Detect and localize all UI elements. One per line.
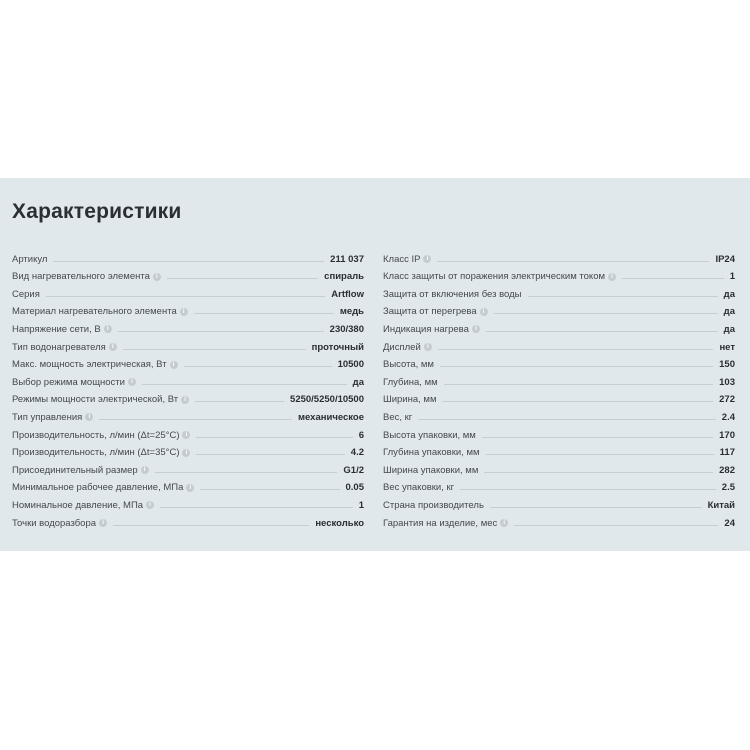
row-divider xyxy=(437,260,709,262)
spec-value: механическое xyxy=(297,411,364,423)
spec-label xyxy=(383,412,412,423)
spec-row xyxy=(12,282,364,300)
spec-label xyxy=(383,271,616,282)
row-divider xyxy=(196,453,344,455)
spec-label-text: Глубина упаковки, мм xyxy=(383,447,480,459)
specs-right-column xyxy=(383,247,735,529)
spec-value: 272 xyxy=(719,394,735,406)
spec-row xyxy=(12,370,364,388)
spec-row xyxy=(383,370,735,388)
spec-label xyxy=(12,447,190,458)
spec-label-text: Вид нагревательного элемента xyxy=(12,271,150,283)
spec-label-text: Макс. мощность электрическая, Вт xyxy=(12,359,167,371)
spec-label-text: Защита от перегрева xyxy=(383,306,477,318)
row-divider xyxy=(142,383,347,385)
spec-label xyxy=(12,412,93,423)
row-divider xyxy=(490,506,702,508)
spec-value: да xyxy=(723,323,735,335)
spec-value: 2.4 xyxy=(721,411,735,423)
spec-label xyxy=(383,465,478,476)
spec-label-text: Минимальное рабочее давление, МПа xyxy=(12,482,184,494)
spec-value: 103 xyxy=(719,376,735,388)
info-icon[interactable]: i xyxy=(109,343,117,351)
spec-value: нет xyxy=(719,341,735,353)
spec-value: да xyxy=(723,306,735,318)
row-divider xyxy=(486,330,718,332)
spec-row xyxy=(383,300,735,318)
info-icon[interactable]: i xyxy=(182,449,190,457)
info-icon[interactable]: i xyxy=(85,413,93,421)
spec-label-text: Вес упаковки, кг xyxy=(383,482,455,494)
spec-label xyxy=(383,447,480,458)
spec-label xyxy=(12,324,112,335)
spec-label-text: Класс защиты от поражения электрическим током xyxy=(383,271,606,283)
row-divider xyxy=(99,418,292,420)
spec-value: 5250/5250/10500 xyxy=(290,394,364,406)
spec-label-text: Производительность, л/мин (Δt=35°C) xyxy=(12,447,180,459)
spec-label xyxy=(383,342,432,353)
spec-row xyxy=(12,476,364,494)
info-icon[interactable]: i xyxy=(182,431,190,439)
spec-row xyxy=(383,265,735,283)
spec-label xyxy=(12,500,154,511)
row-divider xyxy=(438,348,714,350)
info-icon[interactable]: i xyxy=(170,361,178,369)
spec-label xyxy=(12,271,161,282)
spec-value: 1 xyxy=(358,499,364,511)
info-icon[interactable]: i xyxy=(153,273,161,281)
spec-label xyxy=(12,465,149,476)
spec-label-text: Тип водонагревателя xyxy=(12,341,106,353)
spec-row xyxy=(383,441,735,459)
spec-label xyxy=(383,289,522,300)
spec-row xyxy=(12,335,364,353)
info-icon[interactable]: i xyxy=(608,273,616,281)
spec-label xyxy=(12,254,47,265)
spec-label xyxy=(383,324,480,335)
info-icon[interactable]: i xyxy=(424,343,432,351)
spec-row xyxy=(383,282,735,300)
row-divider xyxy=(484,471,713,473)
row-divider xyxy=(482,436,713,438)
spec-row xyxy=(12,511,364,529)
spec-label xyxy=(12,394,189,405)
spec-value: Artflow xyxy=(331,288,364,300)
spec-row xyxy=(12,458,364,476)
row-divider xyxy=(486,453,714,455)
spec-row xyxy=(383,317,735,335)
spec-row xyxy=(383,335,735,353)
info-icon[interactable]: i xyxy=(480,308,488,316)
row-divider xyxy=(200,488,339,490)
info-icon[interactable]: i xyxy=(186,484,194,492)
row-divider xyxy=(444,383,714,385)
row-divider xyxy=(622,277,724,279)
spec-label-text: Гарантия на изделие, мес xyxy=(383,517,498,529)
info-icon[interactable]: i xyxy=(472,325,480,333)
row-divider xyxy=(196,436,352,438)
info-icon[interactable]: i xyxy=(99,519,107,527)
spec-row xyxy=(383,405,735,423)
row-divider xyxy=(155,471,338,473)
spec-value: Китай xyxy=(707,499,735,511)
spec-label-text: Высота, мм xyxy=(383,359,434,371)
row-divider xyxy=(418,418,716,420)
row-divider xyxy=(113,524,309,526)
spec-value: медь xyxy=(339,306,364,318)
spec-label-text: Высота упаковки, мм xyxy=(383,429,476,441)
spec-label-text: Тип управления xyxy=(12,411,83,423)
row-divider xyxy=(184,365,332,367)
info-icon[interactable]: i xyxy=(500,519,508,527)
spec-value: 24 xyxy=(724,517,735,529)
spec-value: 10500 xyxy=(337,359,364,371)
spec-label xyxy=(12,430,190,441)
info-icon[interactable]: i xyxy=(180,308,188,316)
row-divider xyxy=(440,365,713,367)
row-divider xyxy=(460,488,716,490)
spec-value: IP24 xyxy=(715,253,735,265)
row-divider xyxy=(118,330,324,332)
spec-row xyxy=(12,300,364,318)
spec-label-text: Страна производитель xyxy=(383,499,484,511)
spec-label-text: Класс IP xyxy=(383,253,421,265)
row-divider xyxy=(160,506,353,508)
spec-label-text: Глубина, мм xyxy=(383,376,438,388)
info-icon[interactable]: i xyxy=(141,466,149,474)
spec-value: да xyxy=(723,288,735,300)
spec-label-text: Присоединительный размер xyxy=(12,464,138,476)
spec-label-text: Выбор режима мощности xyxy=(12,376,125,388)
spec-label-text: Производительность, л/мин (Δt=25°C) xyxy=(12,429,180,441)
row-divider xyxy=(123,348,306,350)
info-icon[interactable]: i xyxy=(181,396,189,404)
row-divider xyxy=(167,277,318,279)
spec-label-text: Артикул xyxy=(12,253,48,265)
spec-value: 170 xyxy=(719,429,735,441)
spec-value: 150 xyxy=(719,359,735,371)
spec-row xyxy=(12,247,364,265)
spec-label xyxy=(12,377,136,388)
section-title: Характеристики xyxy=(12,200,182,223)
spec-label-text: Точки водоразбора xyxy=(12,517,97,529)
info-icon[interactable]: i xyxy=(128,378,136,386)
spec-label-text: Индикация нагрева xyxy=(383,323,469,335)
spec-row xyxy=(383,247,735,265)
row-divider xyxy=(194,312,334,314)
spec-row xyxy=(383,458,735,476)
spec-row xyxy=(383,511,735,529)
spec-label-text: Дисплей xyxy=(383,341,421,353)
spec-value: 6 xyxy=(358,429,364,441)
spec-value: 2.5 xyxy=(721,482,735,494)
info-icon[interactable]: i xyxy=(423,255,431,263)
spec-row xyxy=(383,493,735,511)
spec-row xyxy=(12,493,364,511)
spec-label xyxy=(383,254,431,265)
spec-row xyxy=(12,353,364,371)
spec-row xyxy=(383,388,735,406)
row-divider xyxy=(514,524,718,526)
spec-value: 230/380 xyxy=(329,323,364,335)
spec-value: 117 xyxy=(719,447,735,459)
spec-label xyxy=(383,518,508,529)
spec-label-text: Напряжение сети, В xyxy=(12,323,101,335)
row-divider xyxy=(494,312,718,314)
spec-row xyxy=(12,265,364,283)
spec-label xyxy=(383,482,454,493)
spec-value: 4.2 xyxy=(350,447,364,459)
info-icon[interactable]: i xyxy=(104,325,112,333)
row-divider xyxy=(53,260,324,262)
spec-label xyxy=(383,430,476,441)
spec-label xyxy=(12,482,194,493)
spec-row xyxy=(12,317,364,335)
spec-label xyxy=(383,359,434,370)
spec-value: спираль xyxy=(324,271,364,283)
spec-label-text: Номинальное давление, МПа xyxy=(12,499,144,511)
specs-left-column xyxy=(12,247,364,529)
spec-value: 0.05 xyxy=(345,482,364,494)
spec-label xyxy=(12,306,188,317)
spec-label xyxy=(12,359,178,370)
row-divider xyxy=(528,295,718,297)
spec-label xyxy=(383,306,488,317)
info-icon[interactable]: i xyxy=(146,501,154,509)
spec-value: проточный xyxy=(311,341,364,353)
spec-label-text: Серия xyxy=(12,288,40,300)
spec-label xyxy=(12,518,107,529)
row-divider xyxy=(46,295,325,297)
spec-label-text: Ширина упаковки, мм xyxy=(383,464,479,476)
spec-value: G1/2 xyxy=(343,464,364,476)
spec-row xyxy=(12,388,364,406)
spec-label-text: Материал нагревательного элемента xyxy=(12,306,177,318)
spec-row xyxy=(383,353,735,371)
spec-label xyxy=(383,377,438,388)
spec-value: 211 037 xyxy=(330,253,364,265)
spec-row xyxy=(12,405,364,423)
spec-label xyxy=(383,394,436,405)
spec-label-text: Вес, кг xyxy=(383,411,413,423)
spec-label-text: Защита от включения без воды xyxy=(383,288,522,300)
spec-label-text: Режимы мощности электрической, Вт xyxy=(12,394,179,406)
spec-value: 282 xyxy=(719,464,735,476)
spec-row xyxy=(383,423,735,441)
row-divider xyxy=(442,400,713,402)
spec-label-text: Ширина, мм xyxy=(383,394,437,406)
spec-value: 1 xyxy=(729,271,735,283)
spec-label xyxy=(383,500,484,511)
row-divider xyxy=(195,400,284,402)
spec-row xyxy=(12,441,364,459)
spec-row xyxy=(383,476,735,494)
spec-label xyxy=(12,289,40,300)
spec-value: несколько xyxy=(315,517,364,529)
spec-value: да xyxy=(352,376,364,388)
spec-label xyxy=(12,342,117,353)
spec-row xyxy=(12,423,364,441)
